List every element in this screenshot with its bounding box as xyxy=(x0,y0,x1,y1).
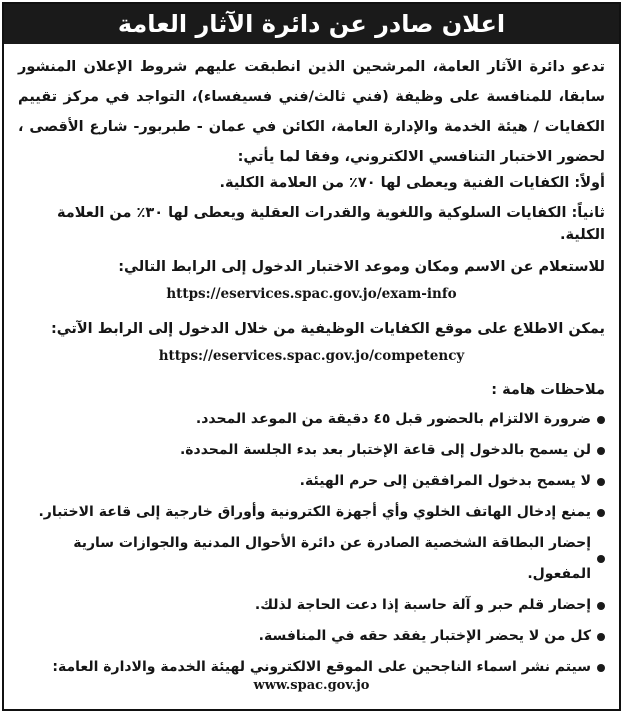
note-text: كل من لا يحضر الإختبار يفقد حقه في المنافسة. xyxy=(258,628,591,644)
competency-link[interactable]: https://eservices.spac.gov.jo/competency xyxy=(158,348,465,364)
criteria-second: ثانياً: الكفايات السلوكية واللغوية والقدرات العقلية ويعطى لها ٣٠٪ من العلامة الكلية. xyxy=(56,205,605,243)
note-text: لن يسمح بالدخول إلى قاعة الإختبار بعد بدء الجلسة المحددة. xyxy=(179,442,591,458)
announcement-frame xyxy=(2,2,621,711)
intro-paragraph: تدعو دائرة الآثار العامة، المرشحين الذين انطبقت عليهم شروط الإعلان المنشور سابقا، للمنافسة على وظيفة (فني ثالث/فني فسيفساء)، التواجد في مركز تقييم الكفايات / هيئة الخدمة والإدارة العامة، الكائن في عمان - طبربور- شارع الأقصى ، لحضور الاختبار التنافسي الالكتروني، وفقا لما يأتي: xyxy=(18,59,605,165)
bullet-icon xyxy=(597,447,605,455)
exam-info-text: للاستعلام عن الاسم ومكان وموعد الاختبار الدخول إلى الرابط التالي: xyxy=(118,259,605,275)
note-item xyxy=(18,466,605,497)
note-item xyxy=(18,435,605,466)
note-item xyxy=(18,497,605,528)
competency-info-text: يمكن الاطلاع على موقع الكفايات الوظيفية من خلال الدخول إلى الرابط الآتي: xyxy=(50,321,605,337)
criteria-first: أولاً: الكفايات الفنية ويعطى لها ٧٠٪ من العلامة الكلية. xyxy=(219,175,605,191)
announcement-header xyxy=(4,4,619,44)
note-item xyxy=(18,528,605,590)
bullet-icon xyxy=(597,602,605,610)
note-text: إحضار قلم حبر و آلة حاسبة إذا دعت الحاجة لذلك. xyxy=(254,597,591,613)
note-item xyxy=(18,590,605,621)
bullet-icon xyxy=(597,555,605,563)
announcement-body xyxy=(14,44,609,705)
notes-list xyxy=(14,404,609,683)
note-item xyxy=(18,404,605,435)
note-text: لا يسمح بدخول المرافقين إلى حرم الهيئة. xyxy=(299,473,591,489)
notes-title: ملاحظات هامة : xyxy=(491,382,605,398)
note-text: سيتم نشر اسماء الناجحين على الموقع الالكتروني لهيئة الخدمة والادارة العامة: xyxy=(52,659,591,675)
website-link[interactable]: www.spac.gov.jo xyxy=(253,678,370,693)
bullet-icon xyxy=(597,416,605,424)
announcement-title: اعلان صادر عن دائرة الآثار العامة xyxy=(117,10,506,38)
note-item xyxy=(18,621,605,652)
bullet-icon xyxy=(597,633,605,641)
note-text: إحضار البطاقة الشخصية الصادرة عن دائرة الأحوال المدنية والجوازات سارية المفعول. xyxy=(73,535,591,582)
bullet-icon xyxy=(597,509,605,517)
bullet-icon xyxy=(597,664,605,672)
exam-info-link[interactable]: https://eservices.spac.gov.jo/exam-info xyxy=(166,286,457,302)
note-text: ضرورة الالتزام بالحضور قبل ٤٥ دقيقة من الموعد المحدد. xyxy=(195,411,591,427)
bullet-icon xyxy=(597,478,605,486)
note-text: يمنع إدخال الهاتف الخلوي وأي أجهزة الكترونية وأوراق خارجية إلى قاعة الاختبار. xyxy=(38,504,591,520)
